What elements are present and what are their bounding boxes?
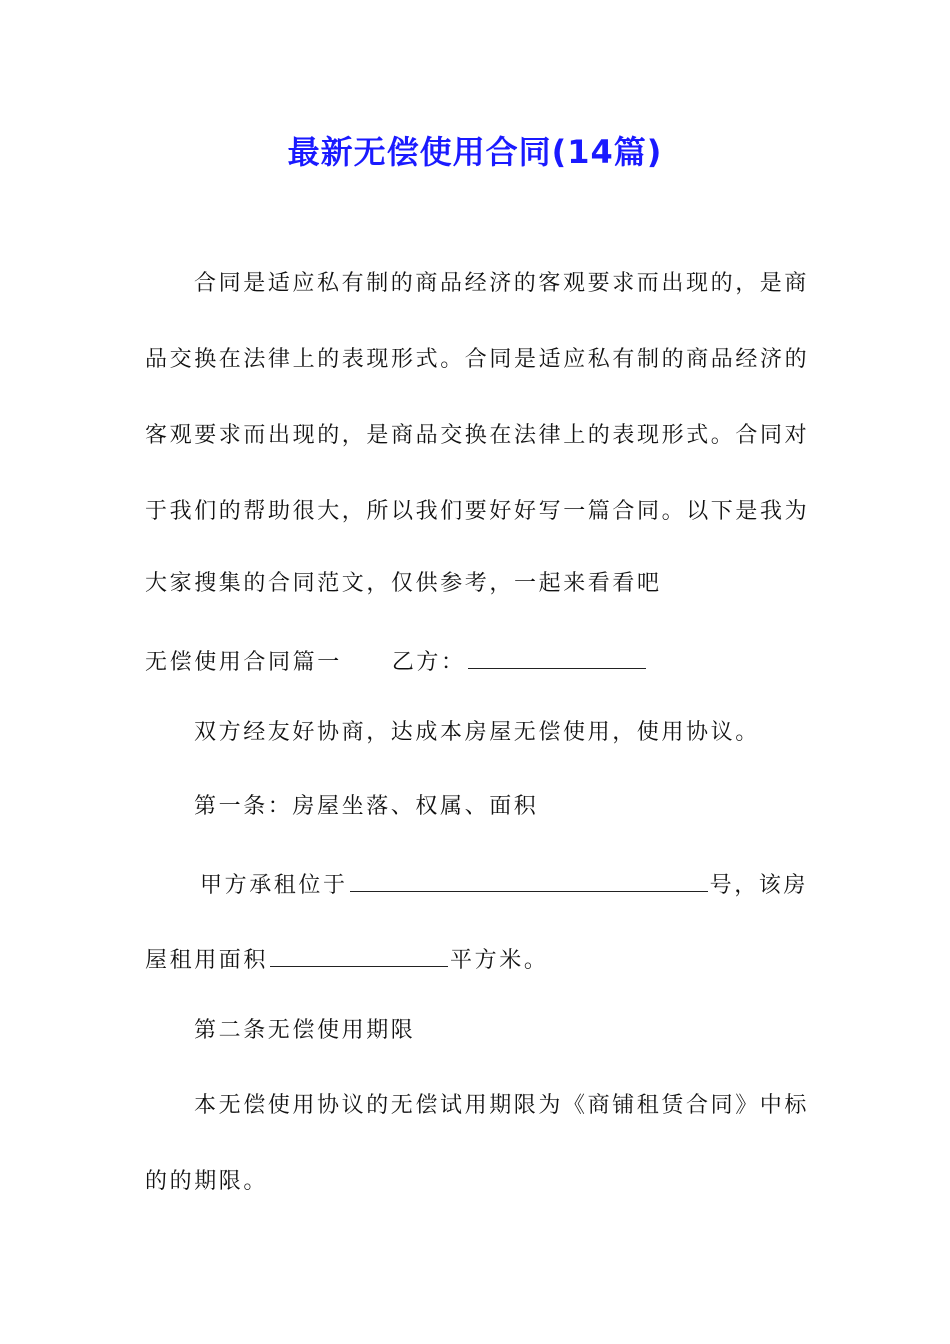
intro-line-4: 于我们的帮助很大，所以我们要好好写一篇合同。以下是我为 [145,499,810,524]
document-title: 最新无偿使用合同(14篇) [287,133,663,171]
section-heading: 无偿使用合同篇一 [145,650,342,675]
article1-number-suffix: 号，该房 [709,873,809,898]
intro-line-1: 合同是适应私有制的商品经济的客观要求而出现的，是商 [194,271,810,296]
article2-line-1: 本无偿使用协议的无偿试用期限为《商铺租赁合同》中标 [194,1093,810,1118]
location-blank [350,865,708,892]
area-blank [270,940,448,967]
article1-paragraph-line-2 [145,940,805,979]
article2-line-2: 的的期限。 [145,1169,269,1194]
article1-paragraph-line-1 [200,865,809,904]
area-unit: 平方米。 [450,948,549,973]
party-b-label: 乙方： [391,650,466,675]
intro-line-5: 大家搜集的合同范文，仅供参考，一起来看看吧 [145,571,662,596]
intro-line-3: 客观要求而出现的，是商品交换在法律上的表现形式。合同对 [145,423,810,448]
article2-title: 第二条无偿使用期限 [194,1018,416,1043]
article1-location-label: 甲方承租位于 [200,873,348,898]
section-heading-line [145,642,805,681]
party-b-blank [468,642,646,669]
article1-title: 第一条：房屋坐落、权属、面积 [194,794,539,819]
intro-line-2: 品交换在法律上的表现形式。合同是适应私有制的商品经济的 [145,347,810,372]
agreement-line: 双方经友好协商，达成本房屋无偿使用，使用协议。 [194,720,760,745]
area-label: 屋租用面积 [145,948,269,973]
